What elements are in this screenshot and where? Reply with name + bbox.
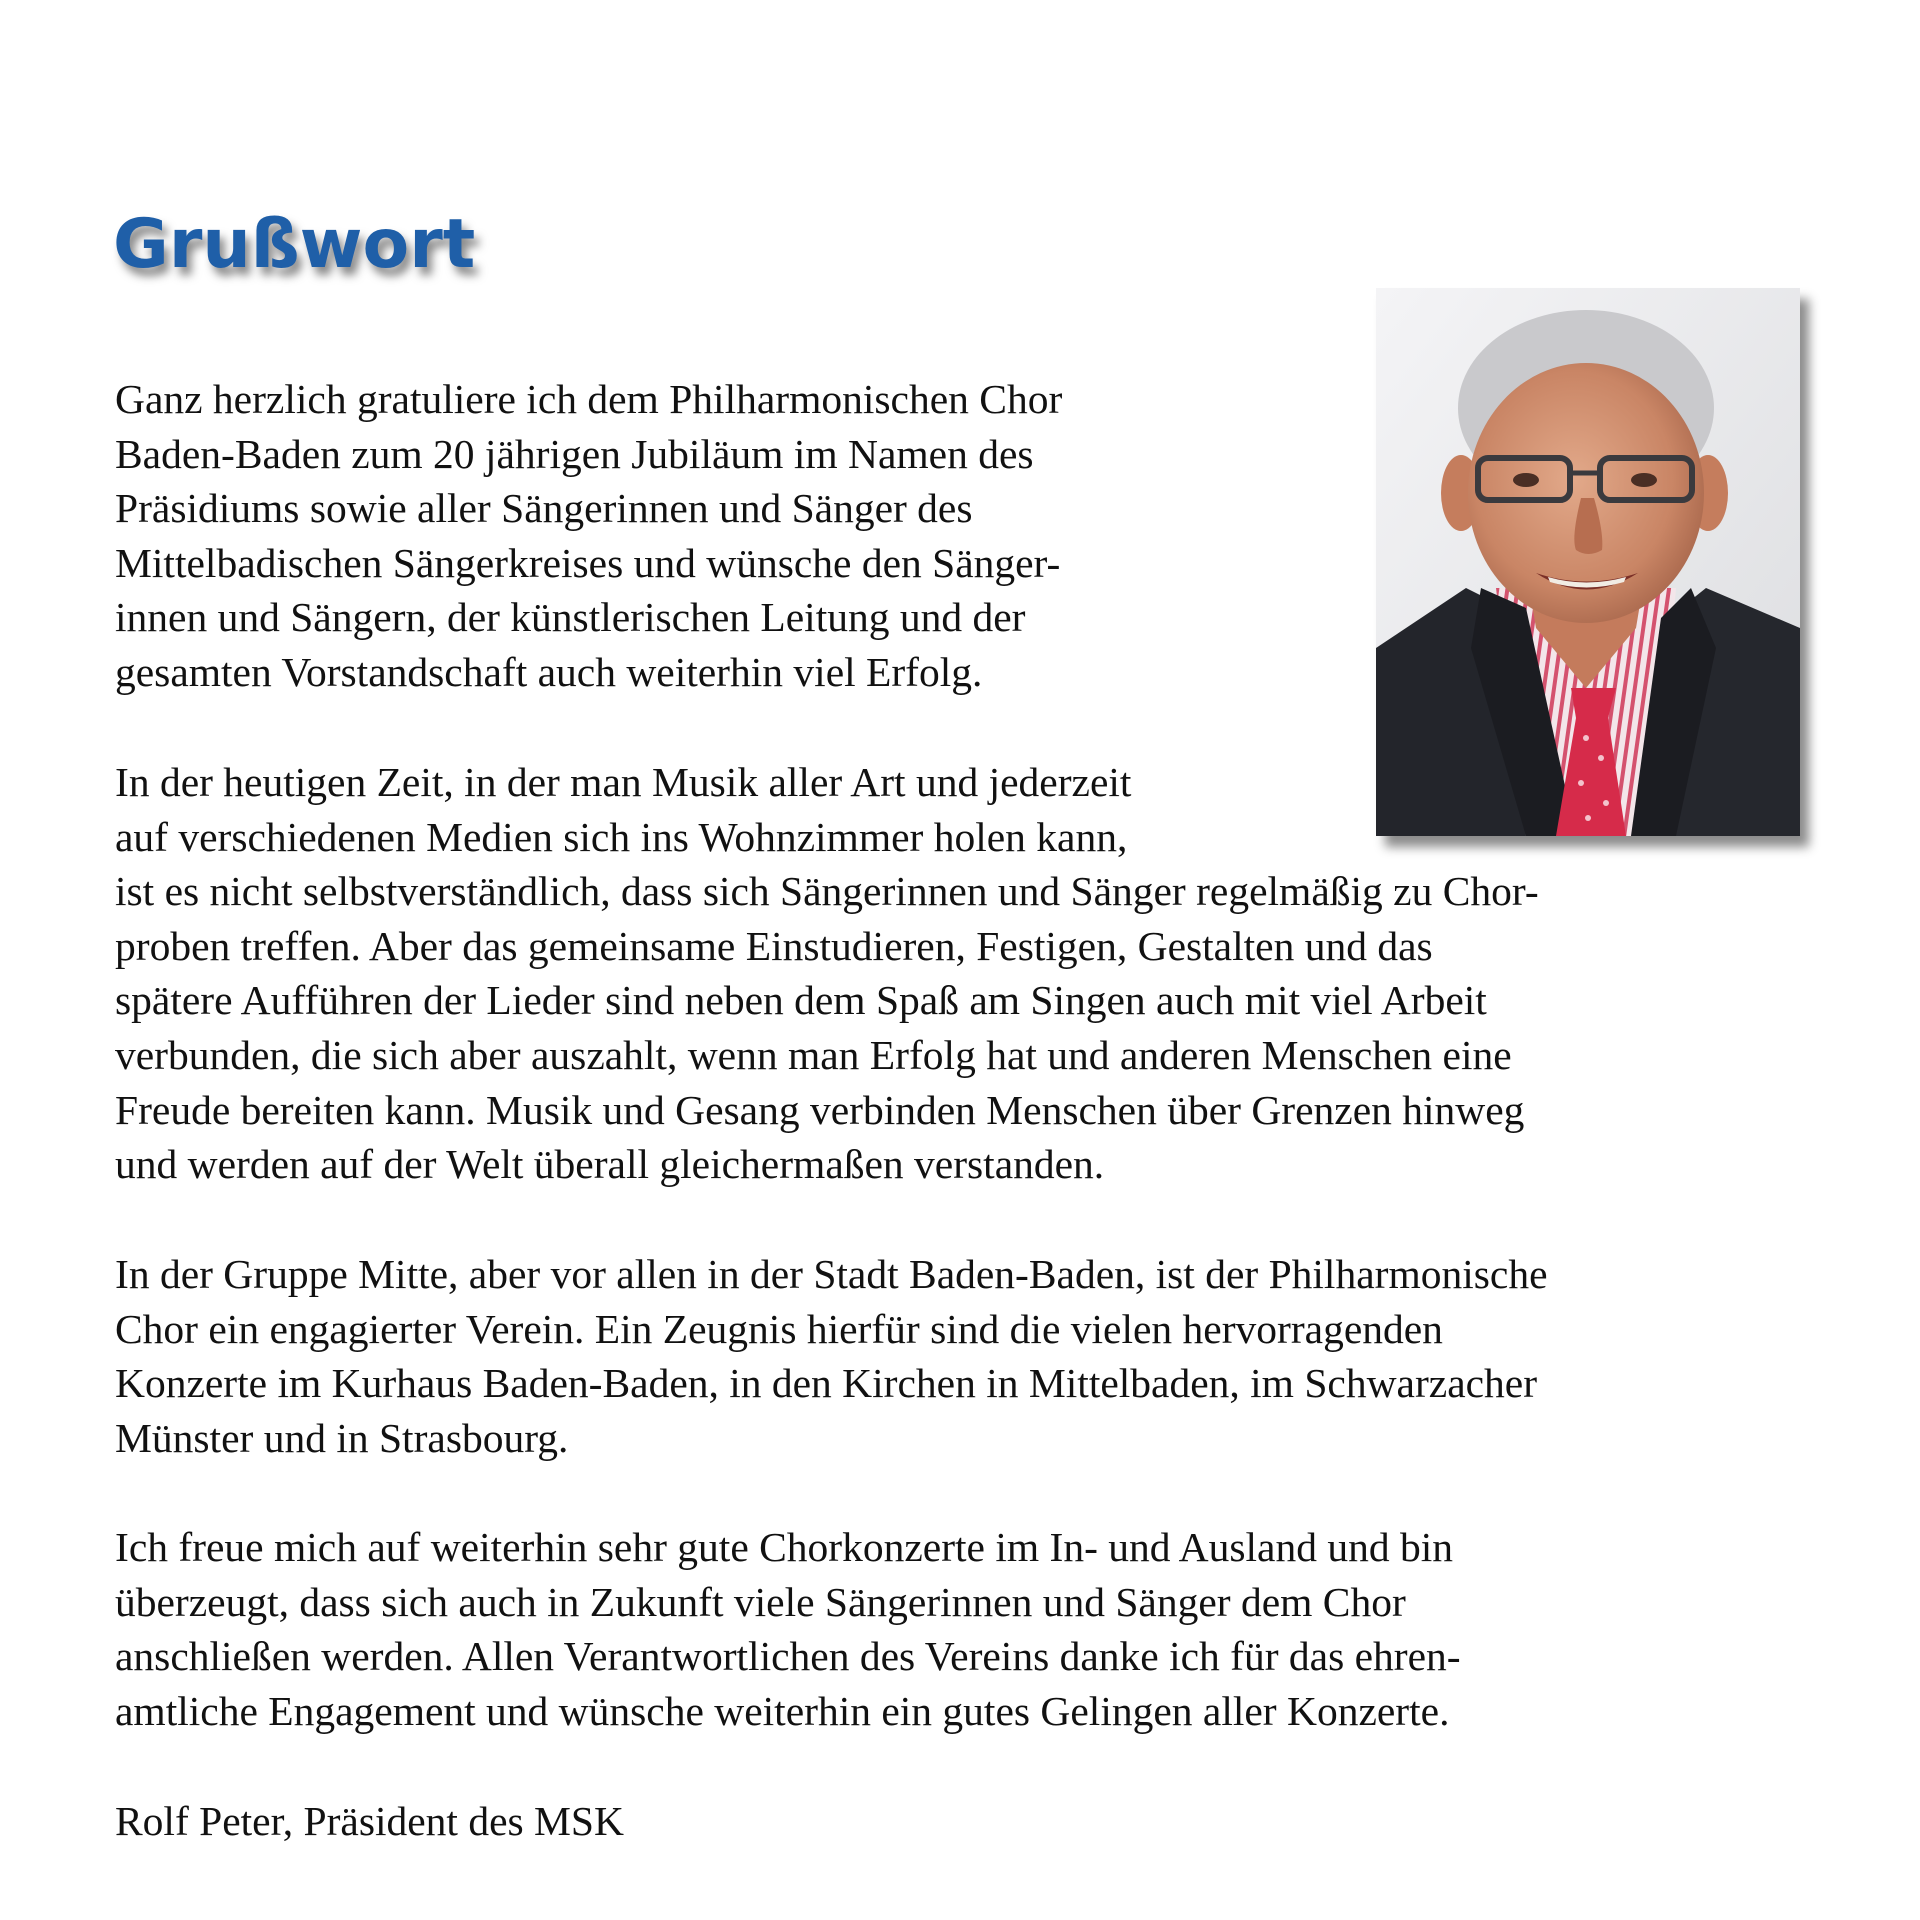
page-title: Grußwort [113,205,476,284]
text-line: verbunden, die sich aber auszahlt, wenn man Erfolg hat und anderen Menschen eine [115,1031,1512,1078]
text-line: innen und Sängern, der künstlerischen Leitung und der [115,594,1026,641]
text-line: Präsidiums sowie aller Sängerinnen und Sänger des [115,485,973,532]
paragraph-1 [115,372,1062,700]
text-line: gesamten Vorstandschaft auch weiterhin viel Erfolg. [115,648,983,695]
text-line: proben treffen. Aber das gemeinsame Einstudieren, Festigen, Gestalten und das [115,922,1433,969]
text-line: In der Gruppe Mitte, aber vor allen in der Stadt Baden-Baden, ist der Philharmonische [115,1251,1548,1297]
signature [115,1794,624,1849]
text-line: Mittelbadischen Sängerkreises und wünsche den Sänger- [115,539,1061,586]
text-line: Freude bereiten kann. Musik und Gesang verbinden Menschen über Grenzen hinweg [115,1086,1525,1133]
text-line: und werden auf der Welt überall gleichermaßen verstanden. [115,1141,1105,1188]
paragraph-2 [115,755,1539,1192]
text-line: amtliche Engagement und wünsche weiterhin ein gutes Gelingen aller Konzerte. [115,1687,1450,1734]
text-line: auf verschiedenen Medien sich ins Wohnzimmer holen kann, [115,813,1128,860]
signature-line: Rolf Peter, Präsident des MSK [115,1798,624,1844]
text-line: ist es nicht selbstverständlich, dass sich Sängerinnen und Sänger regelmäßig zu Chor- [115,868,1539,915]
text-line: Ganz herzlich gratuliere ich dem Philharmonischen Chor [115,376,1063,422]
text-line: Münster und in Strasbourg. [115,1414,569,1461]
text-line: Ich freue mich auf weiterhin sehr gute Chorkonzerte im In- und Ausland und bin [115,1524,1453,1570]
text-line: Konzerte im Kurhaus Baden-Baden, in den Kirchen in Mittelbaden, im Schwarzacher [115,1360,1538,1407]
text-line: Chor ein engagierter Verein. Ein Zeugnis hierfür sind die vielen hervorragenden [115,1305,1443,1352]
text-line: In der heutigen Zeit, in der man Musik aller Art und jederzeit [115,759,1132,805]
portrait-photo [1376,288,1800,836]
paragraph-3 [115,1247,1548,1465]
paragraph-4 [115,1520,1461,1738]
text-line: spätere Aufführen der Lieder sind neben dem Spaß am Singen auch mit viel Arbeit [115,977,1487,1024]
text-line: Baden-Baden zum 20 jährigen Jubiläum im Namen des [115,430,1034,477]
text-line: überzeugt, dass sich auch in Zukunft viele Sängerinnen und Sänger dem Chor [115,1578,1406,1625]
text-line: anschließen werden. Allen Verantwortlichen des Vereins danke ich für das ehren- [115,1633,1461,1680]
